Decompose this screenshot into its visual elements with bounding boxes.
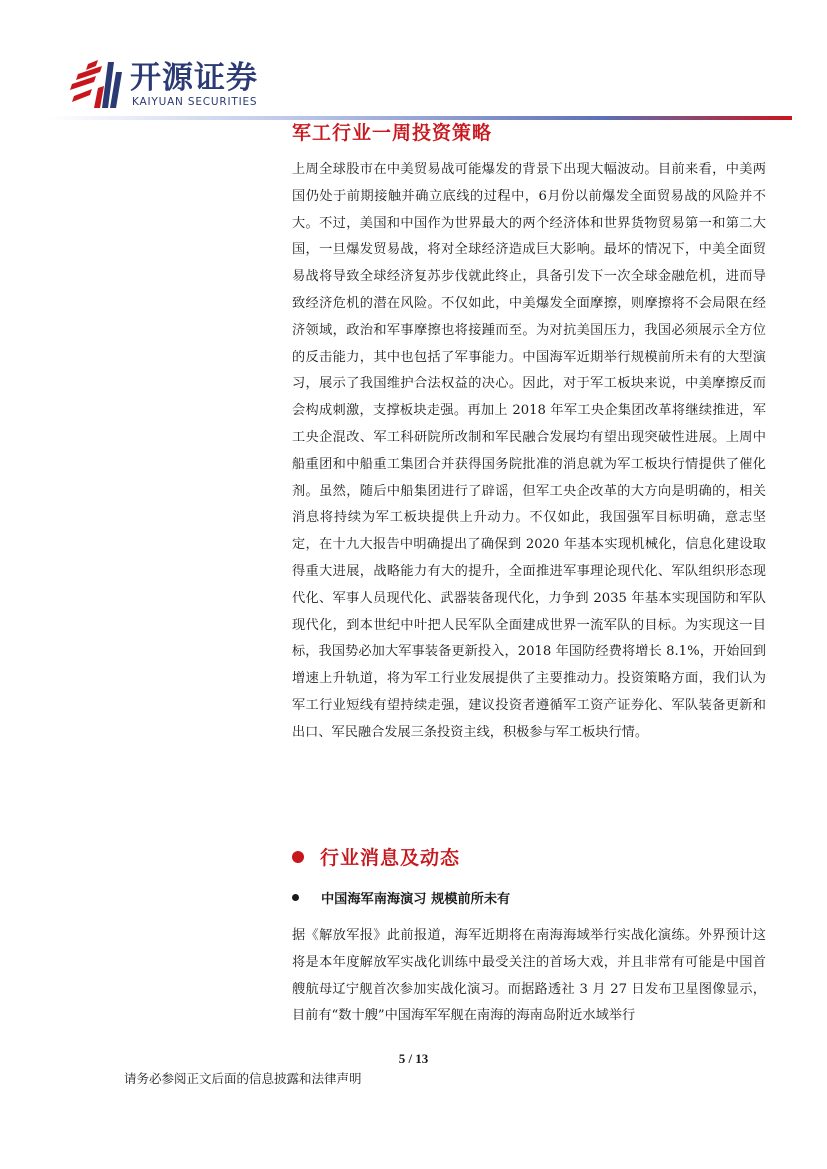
- bullet-icon: [292, 894, 299, 901]
- kaiyuan-logo-icon: [68, 58, 126, 112]
- body-paragraph: 据《解放军报》此前报道，海军近期将在南海海域举行实战化演练。外界预计这将是本年度解放军实战化训练中最受关注的首场大戏，并且非常有可能是中国首艘航母辽宁舰首次参加实战化演习。而据路透社 3 月 27 日发布卫星图像显示，目前有“数十艘”中国海军军舰在南海的海南岛附近水域举行: [292, 928, 766, 1024]
- footer-disclaimer: 请务必参阅正文后面的信息披露和法律声明: [124, 1071, 362, 1086]
- company-logo: [68, 58, 258, 114]
- subheading-text: 中国海军南海演习 规模前所未有: [321, 892, 511, 907]
- section-heading: [292, 843, 460, 870]
- section-heading-text: 行业消息及动态: [320, 847, 461, 869]
- brand-name-en: KAIYUAN SECURITIES: [132, 96, 258, 108]
- subheading: [292, 888, 510, 907]
- page-number: 5 / 13: [398, 1051, 429, 1066]
- body-paragraph: 上周全球股市在中美贸易战可能爆发的背景下出现大幅波动。目前来看，中美两国仍处于前期接触并确立底线的过程中，6月份以前爆发全面贸易战的风险并不大。不过，美国和中国作为世界最大的两个经济体和世界货物贸易第一和第二大国，一旦爆发贸易战，将对全球经济造成巨大影响。最坏的情况下，中美全面贸易战将导致全球经济复苏步伐就此终止，具备引发下一次全球金融危机，进而导致经济危机的潜在风险。不仅如此，中美爆发全面摩擦，则摩擦将不会局限在经济领域，政治和军事摩擦也将接踵而至。为对抗美国压力，我国必须展示全方位的反击能力，其中也包括了军事能力。中国海军近期举行规模前所未有的大型演习，展示了我国维护合法权益的决心。因此，对于军工板块来说，中美摩擦反而会构成刺激，支撑板块走强。再加上 2018 年军工央企集团改革将继续推进，军工央企混改、军工科研院所改制和军民融合发展均有望出现突破性进展。上周中船重团和中船重工集团合并获得国务院批准的消息就为军工板块行情提供了催化剂。虽然，随后中船集团进行了辟谣，但军工央企改革的大方向是明确的，相关消息将持续为军工板块提供上升动力。不仅如此，我国强军目标明确，意志坚定，在十九大报告中明确提出了确保到 2020 年基本实现机械化，信息化建设取得重大进展，战略能力有大的提升，全面推进军事理论现代化、军队组织形态现代化、军事人员现代化、武器装备现代化，力争到 2035 年基本实现国防和军队现代化，到本世纪中叶把人民军队全面建成世界一流军队的目标。为实现这一目标，我国势必加大军事装备更新投入，2018 年国防经费将增长 8.1%，开始回到增速上升轨道，将为军工行业发展提供了主要推动力。投资策略方面，我们认为军工行业短线有望持续走强，建议投资者遵循军工资产证券化、军队装备更新和出口、军民融合发展三条投资主线，积极参与军工板块行情。: [292, 162, 766, 740]
- brand-name-cn: 开源证券: [130, 60, 258, 96]
- bullet-icon: [292, 851, 304, 863]
- section-title: 军工行业一周投资策略: [292, 122, 493, 144]
